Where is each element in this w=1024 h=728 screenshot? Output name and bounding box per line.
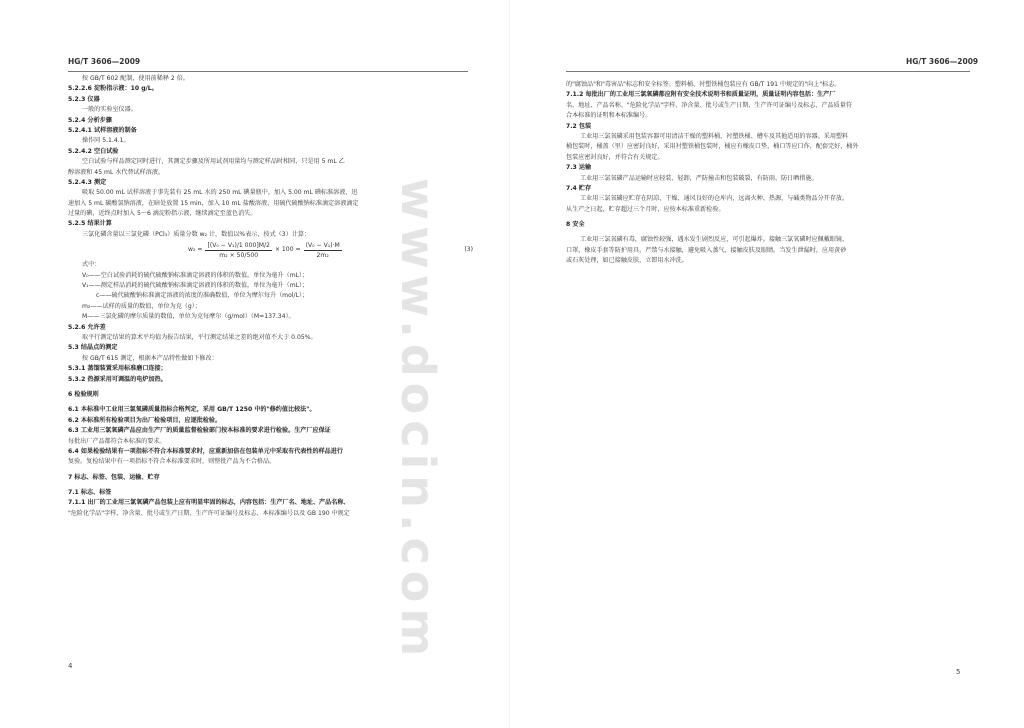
left-text-line: 5.2.4 分析步骤 [68,116,112,124]
left-text-line: 7.1.1 出厂的工业用三氯氧磷产品包装上应有明显牢固的标志，内容包括：生产厂名、地址、产品名称、 [68,499,350,507]
right-page-body [566,80,974,267]
right-text-line: 8 安全 [566,221,585,229]
left-page-number: 4 [68,662,73,670]
right-header-code: HG/T 3606—2009 [906,57,979,66]
right-text-line: 的"腐蚀品"和"毒害品"标志和安全标签。塑料桶、衬塑铁桶包装应有 GB/T 191 中规定的"向上"标志。 [566,81,841,88]
left-text-line: 按 GB/T 615 测定，根据本产品特性做如下修改： [82,354,218,362]
right-text-line: 合本标准的证明和本标准编号。 [566,112,652,120]
left-text-line: 取平行测定结果的算术平均值为报告结果，平行测定结果之差的绝对值不大于 0.05%。 [82,333,317,341]
left-text-line: 5.2.5 结果计算 [68,220,112,228]
left-text-line: 5.2.4.1 试样溶液的制备 [68,126,137,134]
left-text-line: 7.1 标志、标签 [68,489,112,497]
left-text-line: 每批出厂产品都符合本标准的要求。 [68,437,166,445]
left-text-line: 醇溶液和 45 mL 水代替试样溶液。 [68,168,165,176]
left-text-line: 空白试验与样品测定同时进行，其测定步骤及所用试剂用量均与测定样品时相同，只是用 5 mL 乙 [82,158,345,166]
right-text-line: 7.1.2 每批出厂的工业用三氯氧磷都应附有安全技术说明书和质量证明，质量证明内容包括：生产厂 [566,91,836,99]
right-page-number: 5 [956,668,961,676]
formula-fraction [205,241,271,260]
left-text-line: 5.2.2.6 淀粉指示液：10 g/L。 [68,85,158,93]
left-text-line: 式中： [82,261,101,269]
right-text-line: 工业用三氯氧磷应贮存在阴凉、干燥、通风良好的仓库内，远离火种、热源，与碱类物品分开存放。 [580,195,849,203]
left-text-line: 吸取 50.00 mL 试样溶液于事先装有 25 mL 水的 250 mL 碘量瓶中，加入 5.00 mL 碘标准溶液，迅 [82,189,358,197]
left-text-line: V₀——空白试验消耗的硫代硫酸钠标准滴定溶液的体积的数值，单位为毫升（mL）； [82,271,309,279]
left-text-line: M——三氯化磷的摩尔质量的数值，单位为克每摩尔（g/mol）（M=137.34）。 [82,313,295,321]
right-text-line: 工业用三氯氧磷有毒，腐蚀性较强，遇水发生剧烈反应，可引起爆炸。接触三氯氧磷时应佩戴眼镜、 [580,236,849,244]
left-text-line: m₂——试样的质量的数值，单位为克（g）； [82,302,201,310]
right-text-line: 桶包装时，桶盖（里）应密封良好，采用衬塑铁桶包装时，桶应有橡皮口垫，桶口等应口作，配套完好，桶外 [566,143,859,151]
formula-denominator: 2m₂ [316,251,329,259]
formula-numerator: (V₀ − V₁)·M [305,241,340,249]
right-text-line: 包装应密封良好，并符合有关规定。 [566,153,664,161]
right-text-line: 7.2 包装 [566,122,592,130]
left-text-line: 复验。复检结果中有一项指标不符合本标准要求时，则整批产品为不合格品。 [68,458,276,466]
left-text-line: 三氯化磷含量以三氯化磷（PCl₃）质量分数 w₂ 计，数值以%表示，按式（3）计算： [82,230,311,238]
left-text-line: 5.3.2 热源采用可调温的电炉加热。 [68,375,167,383]
formula-numerator: [(V₀ − V₁)/1 000]M/2 [207,241,270,249]
left-text-line: 速加入 5 mL 碳酸氢钠溶液，在暗处放置 15 min，加入 10 mL 盐酸溶液，用硫代硫酸钠标准滴定溶液滴定 [68,199,359,207]
formula-3 [68,240,473,260]
left-text-line: 5.3 结晶点的测定 [68,344,118,352]
formula-denominator: m₂ × 50/500 [219,251,259,259]
left-text-line: 5.2.3 仪器 [68,95,100,103]
left-page-body [68,74,473,519]
right-text-line: 7.3 运输 [566,164,592,172]
left-header-rule [68,71,468,72]
left-header-code: HG/T 3606—2009 [68,57,141,66]
right-text-line: 工业用三氯氧磷采用包装容器可用清洁干燥的塑料桶、衬塑铁桶、槽车及其他适用的容器。采用塑料 [580,132,849,140]
left-text-line: "危险化学品"字样、净含量、批号或生产日期、生产许可证编号及标志、本标准编号以及 GB 190 中规定 [68,509,350,517]
left-text-line: 6.4 如果检验结果有一项指标不符合本标准要求时，应重新加倍在包装单元中采取有代表性的样品进行 [68,447,343,455]
left-text-line: 5.2.4.2 空白试验 [68,147,119,155]
left-text-line: 6 检验规则 [68,390,99,398]
left-text-line: 7 标志、标签、包装、运输、贮存 [68,473,160,481]
left-text-line: c——硫代硫酸钠标准滴定溶液的浓度的准确数值，单位为摩尔每升（mol/L）； [96,292,309,300]
right-text-line: 从生产之日起，贮存超过三个月时，应按本标准重新检验。 [566,205,725,213]
formula-part: × 100 = [274,246,301,254]
left-text-line: V₁——测定样品消耗的硫代硫酸钠标准滴定溶液的体积的数值，单位为毫升（mL）； [82,282,309,290]
right-header-rule [566,71,970,72]
left-text-line: 6.1 本标准中工业用三氯氧磷质量指标合格判定，采用 GB/T 1250 中的"修约值比较法"。 [68,406,316,414]
watermark: www.docin.com [391,177,445,663]
right-text-line: 或石灰处理，如已接触皮肤，立即用水冲洗。 [566,257,688,265]
formula-number: (3) [464,246,473,254]
left-text-line: 按 GB/T 602 配制，使用前稀释 2 倍。 [82,75,189,82]
left-text-line: 5.2.4.3 测定 [68,178,107,186]
formula-part: w₂ = [188,246,203,254]
left-text-line: 6.2 本标准所有检验项目为出厂检验项目，应逐批检验。 [68,416,222,424]
left-text-line: 操作同 5.1.4.1。 [82,137,130,145]
right-text-line: 7.4 贮存 [566,184,592,192]
formula-fraction [304,241,342,260]
page-fold [509,0,510,728]
right-text-line: 口罩，橡皮手套等防护用具，严禁与水接触，避免吸入蒸气、接触皮肤及眼睛。当发生泄漏时，应用黄砂 [566,246,847,254]
left-text-line: 6.3 工业用三氯氧磷产品应由生产厂的质量监督检验部门按本标准的要求进行检验。生产厂应保证 [68,427,331,435]
left-text-line: 过量的碘，近终点时加入 5～6 滴淀粉指示液，继续滴定至蓝色消失。 [68,210,257,218]
right-text-line: 工业用三氯氧磷产品运输时应轻装、轻卸，严防撞击和包装破裂，有防雨、防日晒措施。 [580,174,818,182]
left-text-line: 5.3.1 蒸馏装置采用标准磨口连接； [68,365,167,373]
left-text-line: 一般的实验室仪器。 [82,106,137,114]
right-text-line: 名、地址、产品名称、"危险化学品"字样、净含量、批号或生产日期、生产许可证编号及标志、产品质量符 [566,101,852,109]
left-text-line: 5.2.6 允许差 [68,323,106,331]
